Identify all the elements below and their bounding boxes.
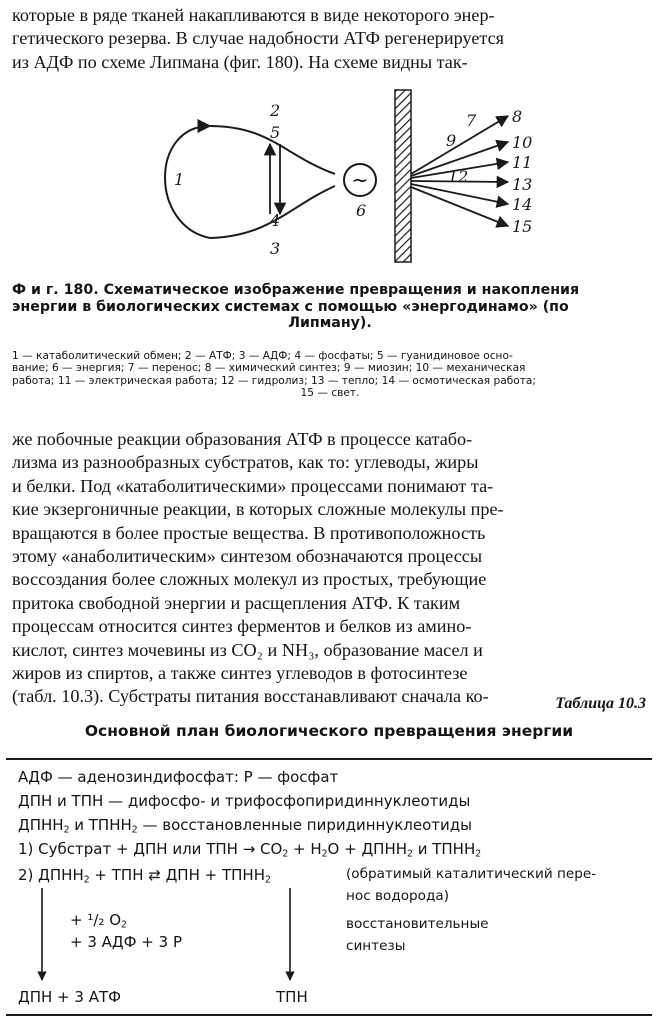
text-part: ДПНН [18,816,64,834]
text-line: которые в ряде тканей накапливаются в виде некоторого энер- [12,5,495,25]
text-part: и ТПНН [69,816,132,834]
text-part: 1) Субстрат + ДПН или ТПН → CO [18,840,283,858]
subscript: 2 [475,848,482,860]
text-part: + H [288,840,322,858]
label-10: 10 [512,133,533,152]
text-line: вращаются в более простые вещества. В противоположность [12,522,486,543]
subscript: 2 [131,824,138,836]
label-11: 11 [512,153,533,172]
table-definition-adp: АДФ — аденозиндифосфат: Р — фосфат [18,768,339,786]
legend-line: 1 — катаболитический обмен; 2 — АТФ; 3 — АДФ; 4 — фосфаты; 5 — гуанидиновое осно- [12,350,513,362]
energy-dynamo-diagram [120,86,540,266]
subscript: 2 [264,874,271,886]
text-line: притока свободной энергии и расщепления АТФ. К таким [12,592,461,613]
text-line: кие экзергоничные реакции, в которых сложные молекулы пре- [12,499,504,520]
subscript: 2 [282,848,289,860]
reaction-note: нос водорода) [346,888,450,904]
text-line: этому «анаболитическим» синтезом обозначаются процессы [12,546,483,567]
label-1: 1 [174,170,185,189]
subscript: 2 [63,824,70,836]
caption-line: Ф и г. 180. Схематическое изображение превращения и накопления [12,282,580,298]
label-3: 3 [270,239,281,258]
fraction: ¹/₂ [87,911,105,929]
table-title: Основной план биологического превращения энергии [84,722,574,740]
additive-adp: + 3 АДФ + 3 Р [70,933,183,951]
label-2: 2 [270,101,281,120]
label-5: 5 [270,123,281,142]
reaction-note: (обратимый каталитический пере- [346,866,597,882]
table-bottom-rule [6,1014,652,1016]
table-number: Таблица 10.3 [555,695,646,712]
additive-oxygen [70,911,127,929]
legend-line: 15 — свет. [300,387,360,400]
text-line: из АДФ по схеме Липмана (фиг. 180). На схеме видны так- [12,51,468,72]
text-line: и белки. Под «катаболитическими» процессами понимают та- [12,475,494,496]
text-part: 2) ДПНН [18,866,84,884]
label-12: 12 [448,167,469,186]
text-line: (табл. 10.3). Субстраты питания восстанавливают сначала ко- [12,686,489,707]
text-line: жиров из спиртов, а также синтез углеводов в фотосинтезе [12,663,468,684]
subscript: 2 [407,848,413,860]
reaction-note: синтезы [346,938,406,954]
text-part: — восстановленные пиридиннуклеотиды [137,816,472,834]
text-line: процессам относится синтез ферментов и белков из амино- [12,616,472,637]
reaction-note: восстановительные [346,916,489,932]
text-part: + [70,911,88,929]
figure-caption [12,282,648,332]
label-4: 4 [270,211,281,230]
label-8: 8 [512,107,523,126]
subscript: 2 [83,874,90,886]
text-line: же побочные реакции образования АТФ в процессе катабо- [12,429,473,449]
text-line: воссоздания более сложных молекул из простых, требующие [12,569,487,590]
legend-line: вание; 6 — энергия; 7 — перенос; 8 — химический синтез; 9 — миозин; 10 — механическая [12,362,526,375]
reaction-1 [18,840,481,858]
table-top-rule [6,758,652,760]
label-7: 7 [466,111,477,130]
legend-line: работа; 11 — электрическая работа; 12 — гидролиз; 13 — тепло; 14 — осмотическая работа; [12,374,536,387]
text-part: + ТПН ⇄ ДПН + ТПНН [89,866,265,884]
text-line: гетического резерва. В случае надобности АТФ регенерируется [12,28,505,49]
label-6: 6 [356,201,367,220]
label-14: 14 [512,195,533,214]
label-9: 9 [446,131,457,150]
dynamo-symbol: ~ [351,168,369,192]
membrane-wall [395,90,411,262]
subscript: 2 [121,919,127,931]
label-13: 13 [512,175,533,194]
cycle-left-arc [165,126,210,238]
figure-legend [12,350,648,400]
table-definition-dpn-tpn: ДПН и ТПН — дифосфо- и трифосфопиридиннуклеотиды [18,792,471,810]
caption-line: энергии в биологических системах с помощью «энергодинамо» (по [12,298,569,315]
text-part: и ТПНН [412,840,476,858]
text-part: O + ДПНН [327,840,408,858]
intro-paragraph [12,4,648,74]
product-left: ДПН + 3 АТФ [18,988,122,1006]
label-15: 15 [512,217,533,236]
text-part: O [104,911,122,929]
caption-line: Липману). [288,315,372,331]
main-paragraph [12,428,648,709]
subscript: 2 [321,848,328,860]
text-line: лизма из разнообразных субстратов, как то: углеводы, жиры [12,452,479,473]
product-right: ТПН [276,988,308,1006]
text-line: кислот, синтез мочевины из CO₂ и NH₃, образование масел и [12,639,483,660]
table-definition-reduced [18,816,472,834]
